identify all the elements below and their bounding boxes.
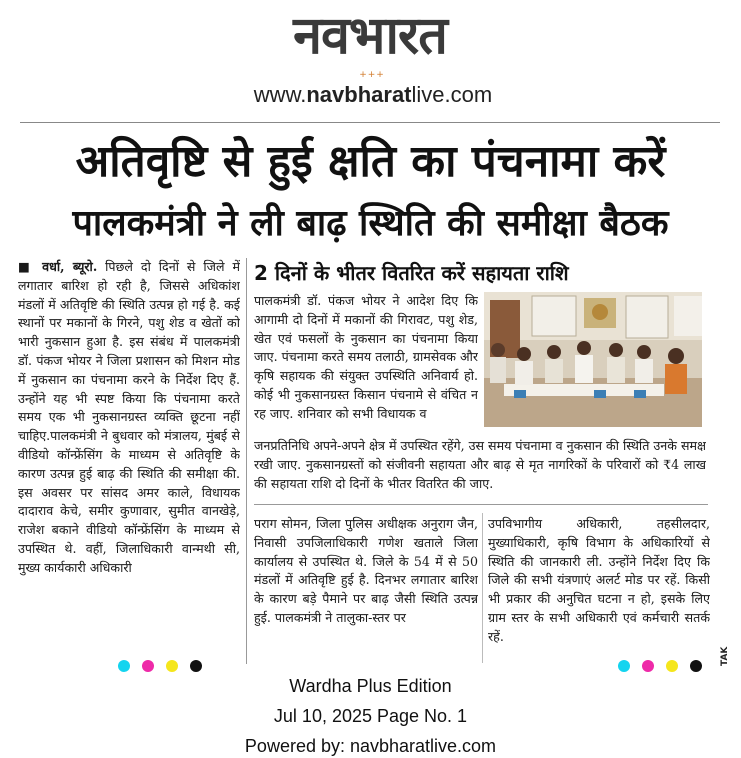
url-bold: navbharat bbox=[306, 82, 412, 107]
article-wide-text: जनप्रतिनिधि अपने-अपने क्षेत्र में उपस्थित रहेंगे, उस समय पंचनामा व नुकसान की स्थिति उनके समक्ष रखी जाए. नुकसानग्रस्तों को संजीवनी सहायता और बाढ़ से मृत नागरिकों के परिवारों को ₹4 लाख की सहायता राशि दो दिनों के भीतर वितरित की जाए. bbox=[254, 438, 706, 491]
article-mid-top-text: पालकमंत्री डॉ. पंकज भोयर ने आदेश दिए कि आगामी दो दिनों में मकानों की गिरावट, पशु शेड, खेत एवं फसलों के नुकसान का पंचनामा किया जाए. पंचनामा करते समय तलाठी, ग्रामसेवक और कृषि सहायक की संयुक्त उपस्थिति अनिवार्य हो. कोई भी नुकसानग्रस्त किसान पंचनामे से वंचित न रह जाए. शनिवार को सभी विधायक व bbox=[254, 293, 478, 421]
edition-label: Wardha Plus Edition bbox=[289, 676, 452, 696]
registration-mark-cyan bbox=[118, 660, 130, 672]
masthead bbox=[0, 0, 741, 118]
registration-mark-yellow bbox=[166, 660, 178, 672]
subheadline: पालकमंत्री ने ली बाढ़ स्थिति की समीक्षा बैठक bbox=[72, 203, 669, 244]
newspaper-logo: नवभारत bbox=[293, 6, 447, 66]
url-suffix: live.com bbox=[411, 82, 493, 107]
website-url bbox=[228, 82, 518, 108]
registration-mark-black-right bbox=[690, 660, 702, 672]
side-tag: TAK bbox=[720, 646, 730, 666]
meeting-photo bbox=[484, 292, 702, 427]
box-headline: 2 दिनों के भीतर वितरित करें सहायता राशि bbox=[254, 261, 569, 285]
section-divider bbox=[254, 504, 708, 505]
registration-mark-magenta-right bbox=[642, 660, 654, 672]
registration-mark-cyan-right bbox=[618, 660, 630, 672]
column-divider bbox=[246, 258, 247, 664]
headline: अतिवृष्टि से हुई क्षति का पंचनामा करें bbox=[75, 136, 666, 187]
logo-ornament: +++ bbox=[359, 70, 385, 80]
meeting-photo-illustration bbox=[484, 292, 702, 427]
column-divider-bottom bbox=[482, 513, 483, 663]
dateline: ■ वर्धा, ब्यूरो. bbox=[18, 259, 98, 274]
registration-mark-black bbox=[190, 660, 202, 672]
date-page-label: Jul 10, 2025 Page No. 1 bbox=[273, 706, 468, 726]
powered-by-label: Powered by: navbharatlive.com bbox=[244, 736, 497, 756]
left-body-text: पिछले दो दिनों से जिले में लगातार बारिश हो रही है, जिससे अधिकांश मंडलों में अतिवृष्टि की स्थिति उत्पन्न हो गई है. कई स्थानों पर मकानों के गिरने, पशु शेड व खेतों को भारी नुकसान हुआ है. इस संबंध में पालकमंत्री डॉ. पंकज भोयर ने जिला प्रशासन को मिशन मोड में नुकसान का पंचनामा करने के निर्देश दिए हैं. उन्होंने यह भी स्पष्ट किया कि पंचनामा करते समय एक भी नुकसानग्रस्त व्यक्ति छूटना नहीं चाहिए.पालकमंत्री ने बुधवार को मंत्रालय, मुंबई से वीडियो कॉन्फ्रेंसिंग के माध्यम से अतिवृष्टि के कारण उत्पन्न हुई बाढ़ की स्थिति की समीक्षा की. इस अवसर पर सांसद अमर काले, विधायक दादाराव केचे, समीर कुणावार, सुमीत वानखेड़े, राजेश बकाने वीडियो कॉन्फ्रेंसिंग के माध्यम से उपस्थित थे. वहीं, जिलाधिकारी वान्मथी सी, मुख्य कार्यकारी अधिकारी bbox=[18, 259, 240, 575]
article-left-column bbox=[18, 258, 240, 664]
registration-mark-magenta bbox=[142, 660, 154, 672]
divider bbox=[20, 122, 720, 123]
article-bottom-mid-column: पराग सोमन, जिला पुलिस अधीक्षक अनुराग जैन, निवासी उपजिलाधिकारी गणेश खताले जिला कार्यालय से उपस्थित थे. जिले के 54 में से 50 मंडलों में अतिवृष्टि हुई है. दिनभर लगातार बारिश के कारण बड़े पैमाने पर बाढ़ जैसी स्थिति उत्पन्न हुई. पालकमंत्री ने तालुका-स्तर पर bbox=[254, 516, 478, 625]
article-bottom-right-column: उपविभागीय अधिकारी, तहसीलदार, मुख्याधिकारी, कृषि विभाग के अधिकारियों से स्थिति की जानकारी ली. उन्होंने निर्देश दिए कि जिले की सभी यंत्रणाएं अलर्ट मोड पर रहें. किसी भी प्रकार की अनुचित घटना न हो, इसके लिए ग्राम स्तर के सभी अधिकारी एवं कर्मचारी सतर्क रहें. bbox=[488, 516, 710, 644]
url-prefix: www. bbox=[253, 82, 307, 107]
registration-mark-yellow-right bbox=[666, 660, 678, 672]
